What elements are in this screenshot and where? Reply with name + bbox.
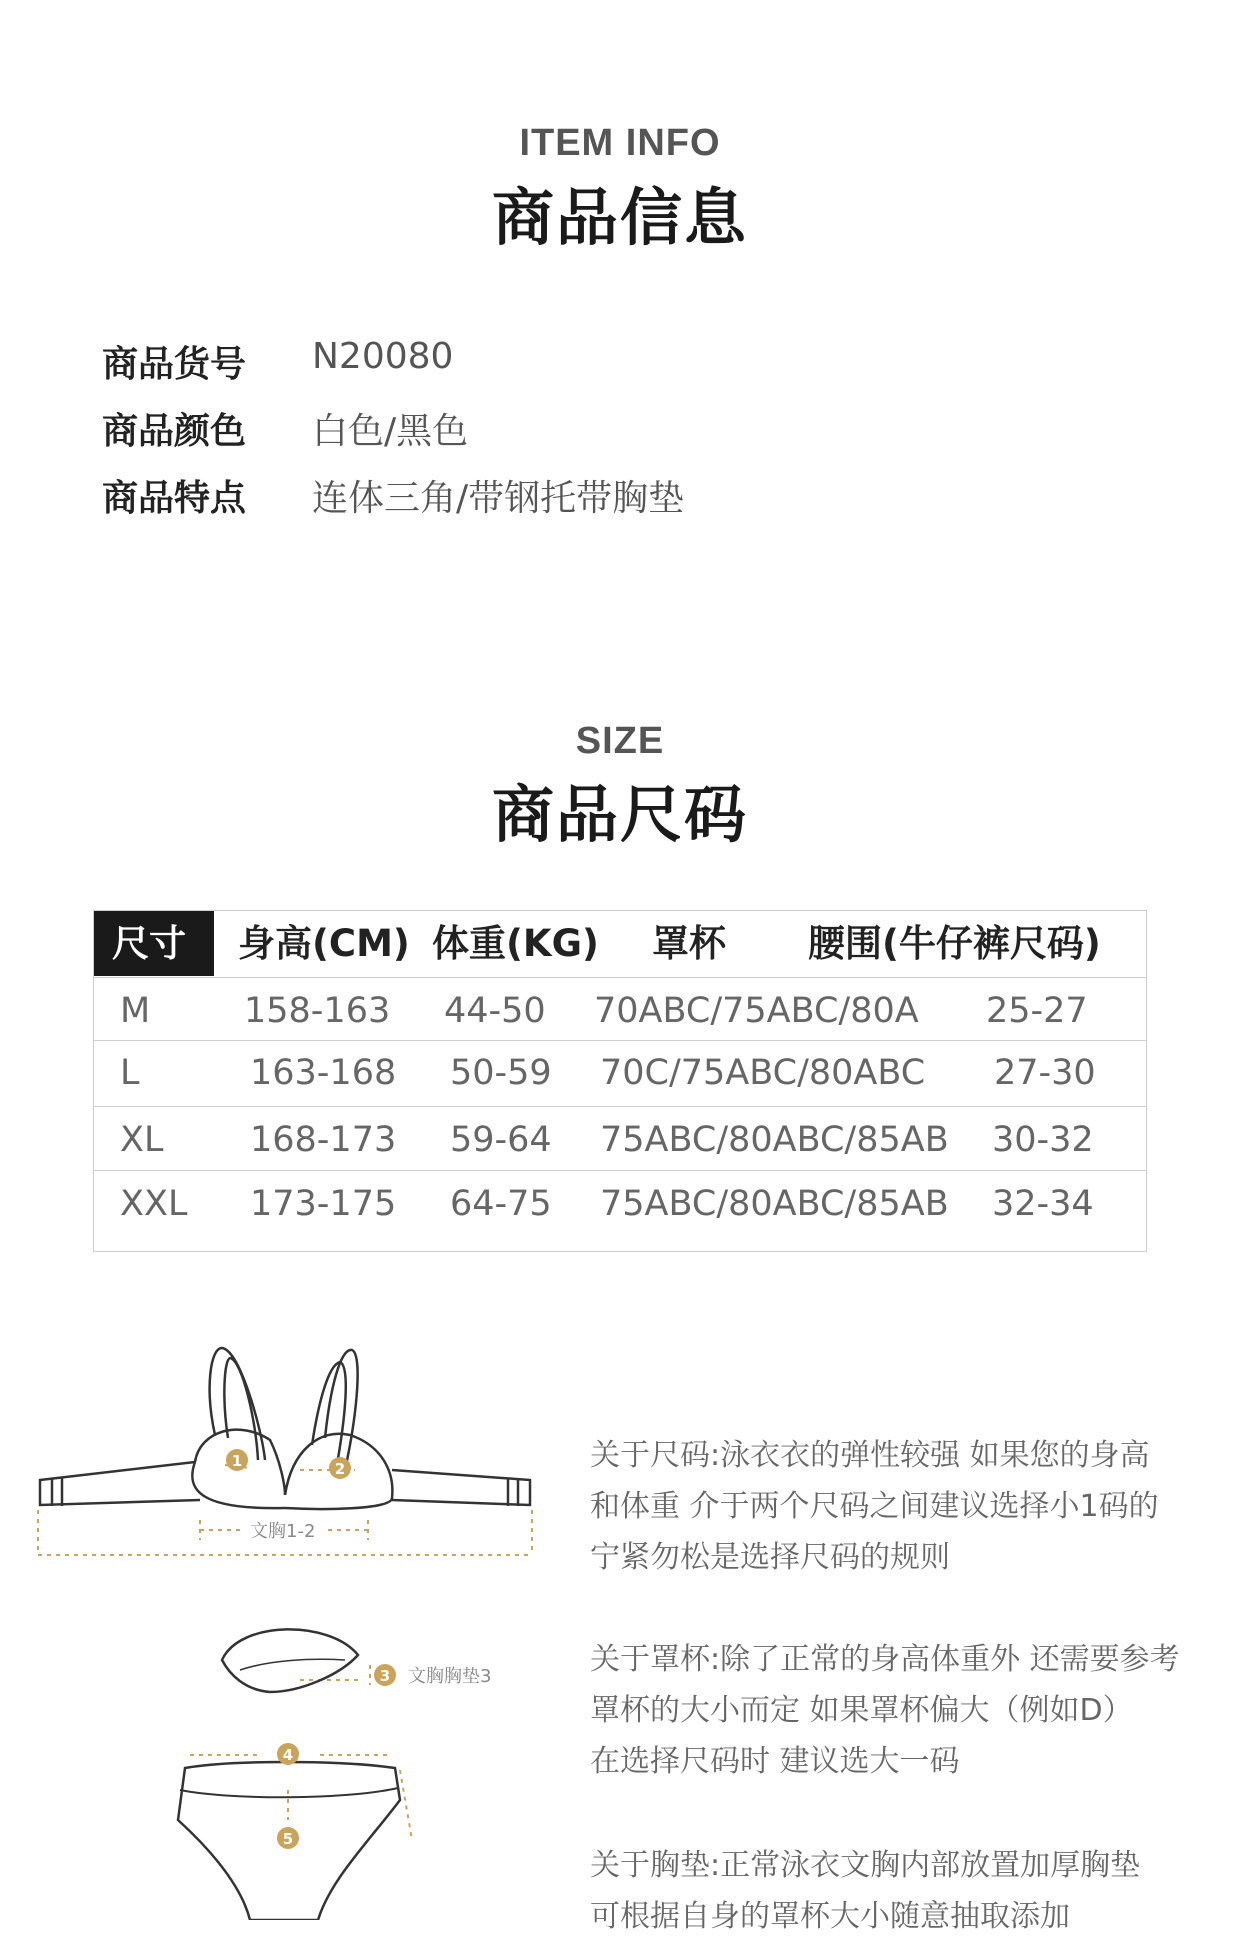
note-pad [590,1840,1220,1942]
marker-1-icon [226,1449,248,1471]
note-line: 在选择尺码时 建议选大一码 [590,1744,960,1779]
item-feature-value: 连体三角/带钢托带胸垫 [312,478,685,519]
svg-text:2: 2 [334,1460,346,1478]
marker-3-icon [374,1664,396,1686]
cell-cup: 70C/75ABC/80ABC [600,1053,926,1093]
marker-5-icon [277,1827,299,1849]
note-line: 可根据自身的罩杯大小随意抽取添加 [590,1899,1070,1934]
item-number-value: N20080 [312,336,454,377]
header-waist: 腰围(牛仔裤尺码) [808,922,1101,965]
cell-size: L [120,1053,140,1093]
table-row [94,1171,1146,1251]
cell-weight: 64-75 [450,1184,552,1224]
note-line: 关于罩杯:除了正常的身高体重外 还需要参考 [590,1642,1180,1677]
cell-height: 173-175 [250,1184,397,1224]
svg-text:4: 4 [282,1746,294,1764]
cell-height: 158-163 [244,991,391,1031]
cell-waist: 27-30 [994,1053,1096,1093]
size-heading-cn: 商品尺码 [491,778,748,851]
size-heading-en: SIZE [575,720,665,762]
table-row [94,1041,1146,1107]
cell-size: M [120,991,151,1031]
note-line: 和体重 介于两个尺码之间建议选择小1码的 [590,1489,1159,1524]
cell-weight: 44-50 [444,991,546,1031]
item-info-heading-cn: 商品信息 [491,181,748,254]
item-color-value: 白色/黑色 [312,411,469,452]
svg-text:5: 5 [282,1830,294,1848]
size-table [93,910,1147,1252]
header-cup: 罩杯 [652,922,726,965]
note-line: 关于胸垫:正常泳衣文胸内部放置加厚胸垫 [590,1848,1141,1883]
cell-size: XXL [120,1184,188,1224]
header-weight: 体重(KG) [432,922,599,965]
cell-size: XL [120,1120,164,1160]
cell-height: 163-168 [250,1053,397,1093]
bra-outline-icon [40,1348,530,1509]
note-cup [590,1634,1220,1787]
cell-cup: 75ABC/80ABC/85AB [600,1184,949,1224]
item-info-heading-en: ITEM INFO [519,122,721,164]
cell-cup: 70ABC/75ABC/80A [594,991,919,1031]
table-row [94,978,1146,1041]
measurement-diagram [0,1320,560,1920]
cell-waist: 32-34 [992,1184,1094,1224]
note-line: 罩杯的大小而定 如果罩杯偏大（例如D） [590,1693,1133,1728]
cell-waist: 25-27 [986,991,1088,1031]
cell-weight: 50-59 [450,1053,552,1093]
item-feature-label: 商品特点 [102,478,247,519]
cell-height: 168-173 [250,1120,397,1160]
note-line: 宁紧勿松是选择尺码的规则 [590,1540,950,1575]
header-size: 尺寸 [94,911,214,976]
item-number-label: 商品货号 [102,344,247,385]
cell-weight: 59-64 [450,1120,552,1160]
bra-size-label: 文胸1-2 [250,1521,316,1542]
svg-text:1: 1 [231,1452,243,1470]
size-table-header [94,911,1146,978]
note-size [590,1430,1220,1583]
marker-2-icon [329,1457,351,1479]
cell-cup: 75ABC/80ABC/85AB [600,1120,949,1160]
pad-label: 文胸胸垫3 [408,1666,492,1687]
cell-waist: 30-32 [992,1120,1094,1160]
note-line: 关于尺码:泳衣衣的弹性较强 如果您的身高 [590,1438,1150,1473]
header-height: 身高(CM) [238,922,410,965]
table-row [94,1107,1146,1171]
item-color-label: 商品颜色 [102,411,247,452]
svg-text:3: 3 [379,1667,391,1685]
marker-4-icon [277,1743,299,1765]
